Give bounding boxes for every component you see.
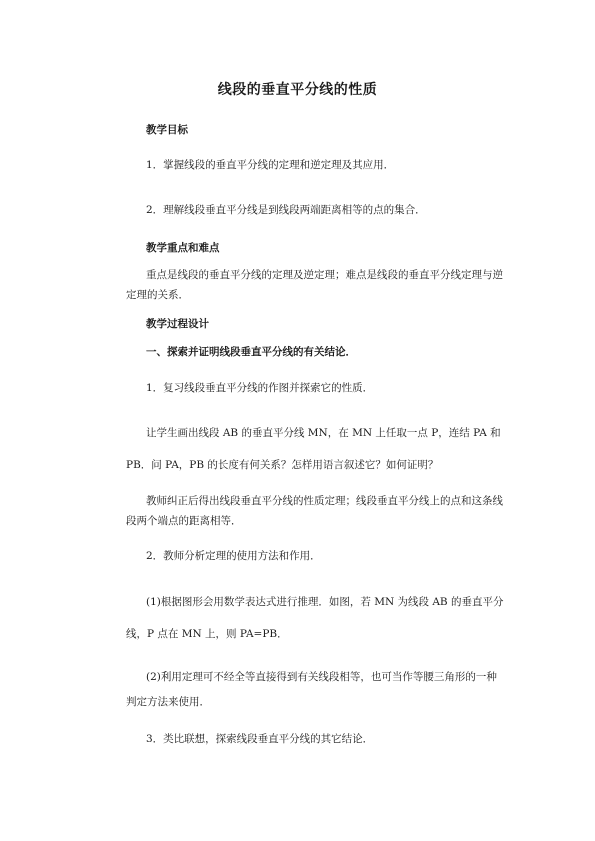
teacher-text: 教师纠正后得出线段垂直平分线的性质定理；线段垂直平分线上的点和这条线段两个端点的距离相等． <box>126 495 503 527</box>
step-3: 3．类比联想，探索线段垂直平分线的其它结论． <box>146 733 374 745</box>
keypoints-text: 重点是线段的垂直平分线的定理及逆定理；难点是线段的垂直平分线定理与逆定理的关系． <box>126 269 503 301</box>
step-2: 2．教师分析定理的使用方法和作用． <box>146 550 321 562</box>
step-1: 1．复习线段垂直平分线的作图并探索它的性质． <box>146 382 374 394</box>
step-2-b-line-2: 判定方法来使用． <box>126 696 210 708</box>
objective-1: 1．掌握线段的垂直平分线的定理和逆定理及其应用． <box>146 159 395 171</box>
objectives-heading: 教学目标 <box>146 124 188 136</box>
objective-2: 2．理解线段垂直平分线是到线段两端距离相等的点的集合． <box>146 204 426 216</box>
step-1-text-line-2: PB．问 PA，PB 的长度有何关系？怎样用语言叙述它？如何证明？ <box>126 459 439 471</box>
part1-heading: 一、探索并证明线段垂直平分线的有关结论． <box>146 346 356 358</box>
document-title: 线段的垂直平分线的性质 <box>217 82 378 98</box>
step-2-a-line-1: (1)根据图形会用数学表达式进行推理．如图，若 MN 为线段 AB 的垂直平分 <box>146 596 504 608</box>
step-2-b-line-1: (2)利用定理可不经全等直接得到有关线段相等，也可当作等腰三角形的一种 <box>146 671 497 683</box>
keypoints-heading: 教学重点和难点 <box>146 242 220 254</box>
process-heading: 教学过程设计 <box>146 318 209 330</box>
step-2-a-line-2: 线，P 点在 MN 上，则 PA=PB． <box>126 628 288 640</box>
step-1-text-line-1: 让学生画出线段 AB 的垂直平分线 MN，在 MN 上任取一点 P，连结 PA 和 <box>146 427 501 439</box>
